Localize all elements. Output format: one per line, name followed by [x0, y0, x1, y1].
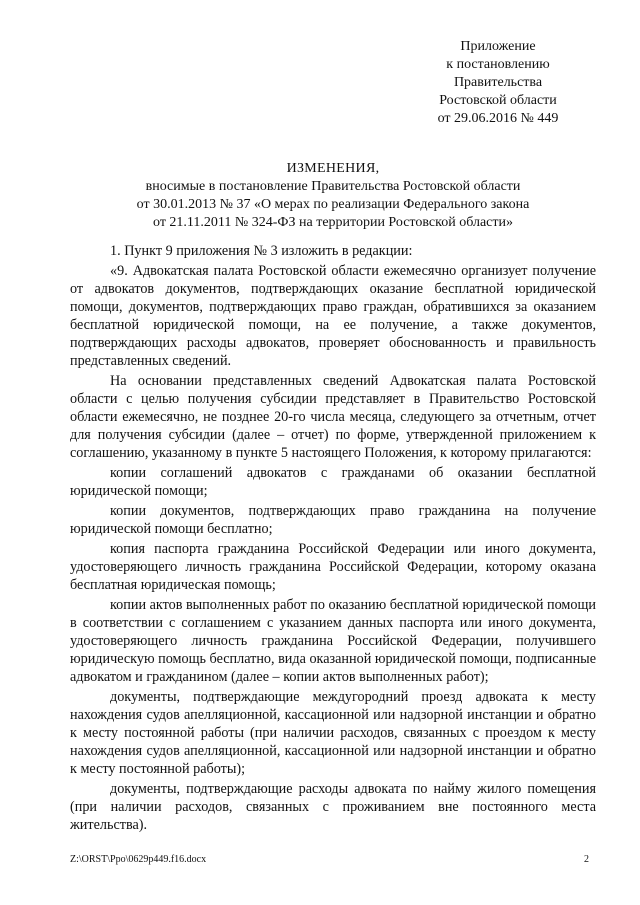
appendix-line: Приложение: [460, 39, 536, 54]
appendix-block: [400, 38, 596, 128]
paragraph: документы, подтверждающие расходы адвоката по найму жилого помещения (при наличии расходов, связанных с проживанием вне постоянного места жительства).: [70, 781, 596, 833]
paragraph: На основании представленных сведений Адвокатская палата Ростовской области с целью получения субсидии представляет в Правительство Ростовской области ежемесячно, не позднее 20-го числа месяца, следующего за отчетным, отчет для получения субсидии (далее – отчет) по форме, утвержденной приложением к соглашению, указанному в пункте 5 настоящего Положения, к которому прилагаются:: [70, 373, 596, 461]
paragraph: копия паспорта гражданина Российской Федерации или иного документа, удостоверяющего личность гражданина Российской Федерации, которому оказана бесплатная юридическая помощь;: [70, 541, 596, 593]
heading-title: ИЗМЕНЕНИЯ,: [286, 161, 380, 176]
footer-file-path: Z:\ORST\Ppo\0629p449.f16.docx: [70, 854, 207, 865]
paragraph: копии документов, подтверждающих право гражданина на получение юридической помощи бесплатно;: [70, 503, 596, 537]
paragraph: «9. Адвокатская палата Ростовской области ежемесячно организует получение от адвокатов документов, подтверждающих оказание бесплатной юридической помощи, документов, подтверждающих право граждан, обратившихся за оказанием бесплатной юридической помощи, на ее получение, а также документов, подтверждающих расходы адвокатов, проверяет обоснованность и правильность представленных сведений.: [70, 263, 596, 369]
appendix-line: Правительства: [453, 75, 543, 90]
paragraph: 1. Пункт 9 приложения № 3 изложить в редакции:: [110, 243, 413, 259]
heading-line: от 30.01.2013 № 37 «О мерах по реализации Федерального закона: [136, 197, 530, 212]
footer-page-number: 2: [584, 854, 589, 865]
appendix-line: от 29.06.2016 № 449: [437, 111, 559, 126]
paragraph: документы, подтверждающие междугородний проезд адвоката к месту нахождения судов апелляционной, кассационной или надзорной инстанции и обратно к месту постоянной работы (при наличии расходов, связанных с проездом к месту нахождения судов апелляционной, кассационной или надзорной инстанции и обратно к месту постоянной работы);: [70, 689, 596, 777]
document-body: [70, 242, 596, 834]
appendix-line: Ростовской области: [439, 93, 557, 108]
heading-line: вносимые в постановление Правительства Ростовской области: [145, 179, 521, 194]
paragraph: копии соглашений адвокатов с гражданами об оказании бесплатной юридической помощи;: [70, 465, 596, 499]
heading-line: от 21.11.2011 № 324-ФЗ на территории Ростовской области»: [153, 215, 513, 230]
document-heading: [70, 160, 596, 232]
paragraph: копии актов выполненных работ по оказанию бесплатной юридической помощи в соответствии с соглашением с указанием данных паспорта или иного документа, удостоверяющего личность гражданина Российской Федерации, получившего юридическую помощь бесплатно, вида оказанной юридической помощи, подписанные адвокатом и гражданином (далее – копии актов выполненных работ);: [70, 597, 596, 685]
appendix-line: к постановлению: [446, 57, 550, 72]
